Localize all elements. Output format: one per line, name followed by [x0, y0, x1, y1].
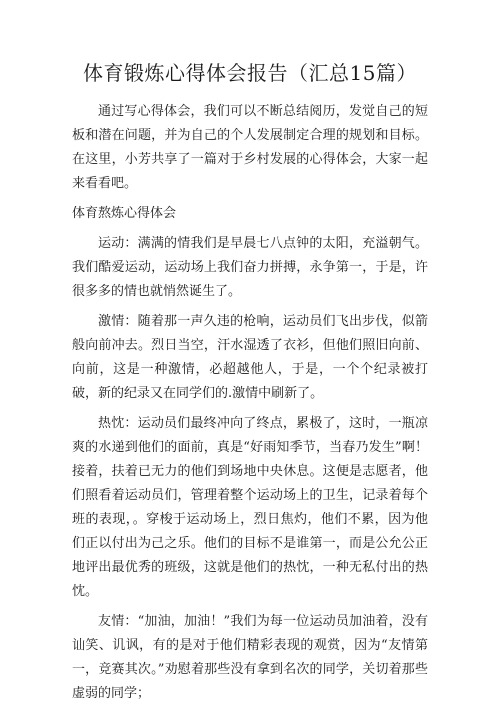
section-heading: 体育熬炼心得体会: [72, 206, 177, 221]
intro-paragraph: 通过写心得体会，我们可以不断总结阅历，发觉自己的短板和潜在问题，并为自己的个人发展制定合理的规划和目标。在这里，小芳共享了一篇对于乡村发展的心得体会，大家一起来看看吧。: [72, 104, 428, 191]
paragraph-enthusiasm: 热忱：运动员们最终冲向了终点，累极了，这时，一瓶凉爽的水递到他们的面前，真是“好雨知季节，当春乃发生”啊！接着，扶着已无力的他们到场地中央休息。这便是志愿者，他们照看着运动员们，管理着整个运动场上的卫生，记录着每个班的表现，。穿梭于运动场上，烈日焦灼，他们不累，因为他们正以付出为己之乐。他们的目标不是谁第一，而是公允公正地评出最优秀的班级，这就是他们的热忱，一种无私付出的热忱。: [72, 416, 428, 599]
paragraph-passion: 激情：随着那一声久违的枪响，运动员们飞出步伐，似箭般向前冲去。烈日当空，汗水湿透了衣衫，但他们照旧向前、向前，这是一种激情，必超越他人，于是，一个个纪录被打破，新的纪录又在同学们的.激情中刷新了。: [72, 314, 428, 401]
document-title: 体育锻炼心得体会报告（汇总15篇）: [83, 61, 417, 85]
paragraph-friendship: 友情：“加油，加油！”我们为每一位运动员加油着，没有讪笑、讥讽，有的是对于他们精彩表现的观赏，因为“友情第一，竞赛其次。”劝慰着那些没有拿到名次的同学，关切着那些虚弱的同学；: [72, 614, 428, 701]
paragraph-sport: 运动：满满的情我们是早晨七八点钟的太阳，充溢朝气。我们酷爱运动，运动场上我们奋力拼搏，永争第一，于是，许很多多的情也就悄然诞生了。: [72, 236, 428, 299]
